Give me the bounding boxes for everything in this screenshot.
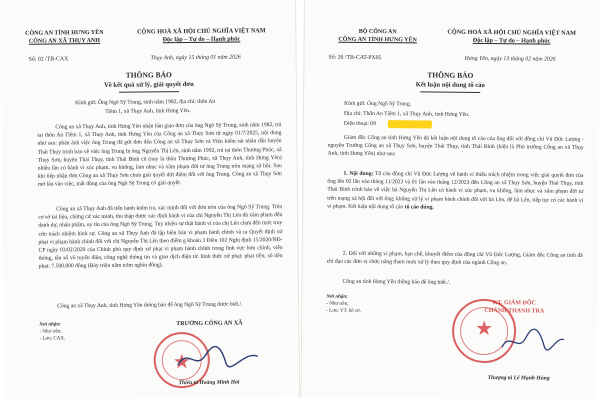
agency-line-2: CÔNG AN TỈNH HƯNG YÊN [338,36,417,44]
recipient-item: - Lưu: VT, hồ sơ. [326,308,361,314]
nation-header [427,28,597,45]
title-underline [119,91,179,93]
signer-title-block [454,299,574,316]
point-1-text: Tố cáo đồng chí Vũ Đức Lượng về hành vi thiếu trách nhiệm trong việc giải quyết đơn của ông lên 02 lần vào tháng 11/2023 và 01 lần vào tháng 12/2023 đến Công an xã Thụy Sơn, huyện Thái Thụy, tỉnh Thái Bình trình báo về việc bà Nguyễn Thị Lên có hành vi xúc phạm, vu khống, làm nhục và xâm phạm đời tư trên mạng xã hội đối với ông; không xử lý vi phạm hành chính đối với bà Lên, để bà Lên, tiếp tục có các hành vi vi phạm. Kết luận nội dung tố cáo [327,171,584,211]
recipients-label: Nơi nhận: [326,294,348,300]
recipient-line-1: Kính gửi: Ông Ngô Sỹ Trung. [344,100,412,108]
redaction-highlight [388,120,432,128]
signer-name: Thiếu tá Hoàng Minh Hải [178,379,240,387]
issue-date: Hưng Yên, ngày 13 tháng 02 năm 2026 [464,55,556,63]
recipient-item: - Như trên; [39,329,62,335]
agency-line-1: CÔNG AN TỈNH HƯNG YÊN [25,29,104,37]
signer-title: TRƯỞNG CÔNG AN XÃ [176,320,243,328]
nation-line-1: CỘNG HOÀ XÃ HỘI CHỦ NGHĨA VIỆT NAM [137,27,266,36]
body-paragraph-4: Công an tỉnh Hưng Yên thông báo để ông biết./. [342,278,451,286]
agency-header [323,28,433,45]
signer-name: Thượng tá Lê Mạnh Hùng [487,375,550,382]
body-paragraph-1: Công an xã Thụy Anh, tỉnh Hưng Yên nhận bàn giao đơn của ông Ngô Sỹ Trung, sinh năm 1982, trú tại thôn An Tiêm 1, xã Thụy Anh, tỉnh Hưng Yên của Công an xã Thụy Sơn từ ngày 01/7/2025, nội dung như sau: phản ánh việc ông Trung đã gửi đơn đến Công an xã Thụy Sơn và Viện kiểm sát nhân dân huyện Thái Thụy trình báo về việc ông Trung bị ông Nguyễn Thị Lên, sinh năm 1992, trú tại thôn Thượng Phúc, xã Thụy Sơn, huyện Thái Thụy, tỉnh Thái Bình cũ (nay là thôn Thượng Phúc, xã Thụy Anh, tỉnh Hưng Yên) nhiều lần có hành vi xúc phạm, vu khống, làm nhục và xâm phạm đời tư ông Trung trên mạng xã hội. Sau khi tiếp nhận đơn Công an xã Thụy Sơn chưa giải quyết dứt điểm đối với ông Trung. Công an xã Thụy Sơn mở lâu vào việc, mất động của ông Ngô Sỹ Trung có giải quyết. [37,122,282,189]
handwritten-signature [498,327,568,356]
signer-title-1: KT. GIÁM ĐỐC [492,300,536,307]
recipient-line-1: Kính gửi: Ông Ngô Sỹ Trung, sinh năm 1982, địa chỉ: thôn An [75,98,216,107]
nation-line-1: CỘNG HOÀ XÃ HỘI CHỦ NGHĨA VIỆT NAM [447,28,577,37]
reference-number: Số: 02 /TB-CAX [28,56,69,63]
nation-motto: Độc lập – Tự do – Hạnh phúc [472,36,551,45]
document-title: THÔNG BÁO [125,70,172,80]
point-1-conclusion: tố cáo đúng. [404,204,434,211]
body-paragraph-3: 2. Đối với những vi phạm, hạn chế, khuyết điểm của đồng chí Vũ Đức Lượng, Giám đốc Công an tỉnh đã chỉ đạo các đơn vị chức năng tham mưu xử lý theo quy định của ngành Công an. [326,250,583,267]
reference-number: Số: 26 /TB-CAT-PX05 [328,54,382,62]
agency-header [14,29,114,46]
recipient-item: - Lưu: CAX. [39,336,66,342]
agency-line-1: BỘ CÔNG AN [358,28,397,36]
document-subtitle: Về kết quả xử lý, giải quyết đơn [104,80,194,89]
recipient-phone: Điện thoại: 09 [343,120,376,128]
recipients-block [326,294,361,315]
document-right [301,0,600,400]
recipients-label: Nơi nhận: [39,322,61,328]
recipient-line-2: Tiêm 1, xã Thụy Anh, tỉnh Hưng Yên. [105,108,191,115]
nation-motto: Độc lập – Tự do – Hạnh phúc [162,35,241,44]
signer-title-2: CHÁNH THANH TRA [484,308,545,315]
title-underline [420,91,480,93]
body-paragraph-3: Công an xã Thụy Anh, tỉnh Hưng Yên thông báo để ông Ngô Sỹ Trung được biết./. [57,301,243,310]
body-paragraph-2: Công an xã Thụy Anh đã tiến hành kiểm tra, xác minh đối với đơn trên của ông Ngô Sỹ Trung. Trên cơ sở tài liệu, chứng cứ xác minh, thu thập được xác định hành vi của chị Nguyễn Thị Lên đã xâm phạm đến danh dự, nhân phẩm, uy tín của ông Ngô Sỹ Trung. Tuy nhiên sự thật hành vi của chị Lên chưa đến mức truy cứu trách nhiệm hình sự. Công an xã Thụy Anh đã lập biên bản vi phạm hành chính và ra Quyết định xử phạt vi phạm hành chính đối với chị Nguyễn Thị Lên theo điểm g khoản 3 Điều 102 Nghị định 15/2020/NĐ-CP ngày 03/02/2020 của Chính phủ quy định xử phạt vi phạm hành chính trong lĩnh vực bưu chính, viễn thông, tần số vô tuyến điện, công nghệ thông tin và giao dịch điện tử. hình thức xử phạt: phạt tiền; số tiền phạt: 7.500.000 đồng (Bảy triệu năm trăm nghìn đồng). [38,204,283,271]
recipient-item: - Như trên; [326,301,349,307]
issue-date: Thụy Anh, ngày 15 tháng 01 năm 2026 [150,54,241,62]
document-title: THÔNG BÁO [427,70,474,80]
body-paragraph-1: Giám đốc Công an tỉnh Hưng Yên đã kết luận nội dung tố cáo của ông đối với đồng chí Vũ Đức Lượng - nguyên Trưởng Công an xã Thụy Sơn, huyện Thái Thụy, tỉnh Thái Bình (hiện là Phó trưởng Công an xã Thụy Anh, tỉnh Hưng Yên) như sau: [327,134,584,158]
point-1-lead: 1. Nội dung: [343,170,374,178]
handwritten-signature [174,342,264,373]
nation-header [116,27,286,45]
agency-line-2: CÔNG AN XÃ THỤY ANH [28,37,100,45]
document-subtitle: Kết luận nội dung tố cáo [415,81,485,89]
recipient-line-2: Địa chỉ: Thôn An Tiêm 1, xã Thụy Anh, tỉnh Hưng Yên. [343,110,470,118]
recipients-block [39,321,65,342]
body-paragraph-2 [327,170,583,213]
